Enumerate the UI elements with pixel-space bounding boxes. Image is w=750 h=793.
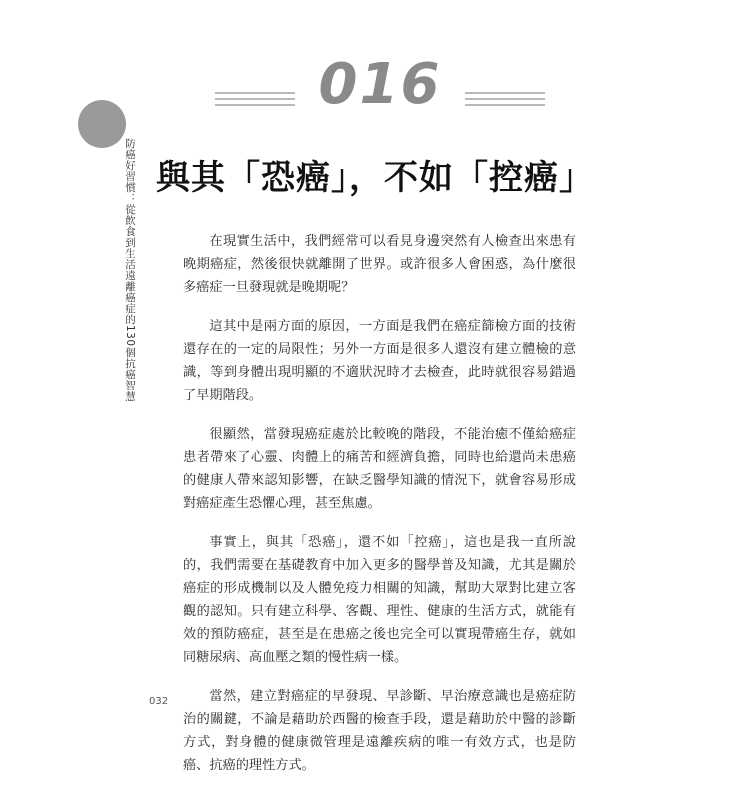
paragraph: 當然，建立對癌症的早發現、早診斷、早治療意識也是癌症防治的關鍵，不論是藉助於西醫的檢查手段，還是藉助於中醫的診斷方式，對身體的健康微管理是遠離疾病的唯一有效方式，也是防癌、抗癌的理性方式。 <box>183 689 576 773</box>
chapter-banner <box>215 52 545 117</box>
page-number: 032 <box>149 696 169 707</box>
chapter-number: 016 <box>318 52 442 117</box>
page-title: 與其「恐癌」，不如「控癌」 <box>156 158 594 198</box>
book-title-vertical: 防癌好習慣：從飲食到生活遠離癌症的130個抗癌智慧 <box>124 138 136 402</box>
banner-decoration-left <box>215 55 295 115</box>
paragraph: 事實上，與其「恐癌」，還不如「控癌」，這也是我一直所說的，我們需要在基礎教育中加入更多的醫學普及知識，尤其是關於癌症的形成機制以及人體免疫力相關的知識，幫助大眾對比建立客觀的認知。只有建立科學、客觀、理性、健康的生活方式，就能有效的預防癌症，甚至是在患癌之後也完全可以實現帶癌生存，就如同糖尿病、高血壓之類的慢性病一樣。 <box>183 535 576 665</box>
paragraph: 很顯然，當發現癌症處於比較晚的階段，不能治癒不僅給癌症患者帶來了心靈、肉體上的痛苦和經濟負擔，同時也給還尚未患癌的健康人帶來認知影響，在缺乏醫學知識的情況下，就會容易形成對癌症產生恐懼心理，甚至焦慮。 <box>183 427 576 511</box>
banner-decoration-right <box>465 55 545 115</box>
paragraph: 這其中是兩方面的原因，一方面是我們在癌症篩檢方面的技術還存在的一定的局限性；另外一方面是很多人還沒有建立體檢的意識，等到身體出現明顯的不適狀況時才去檢查，此時就很容易錯過了早期階段。 <box>183 319 576 403</box>
paragraph: 在現實生活中，我們經常可以看見身邊突然有人檢查出來患有晚期癌症，然後很快就離開了世界。或許很多人會困惑，為什麼很多癌症一旦發現就是晚期呢？ <box>183 234 576 295</box>
body-text <box>183 230 576 793</box>
chapter-tab-marker <box>78 100 126 148</box>
